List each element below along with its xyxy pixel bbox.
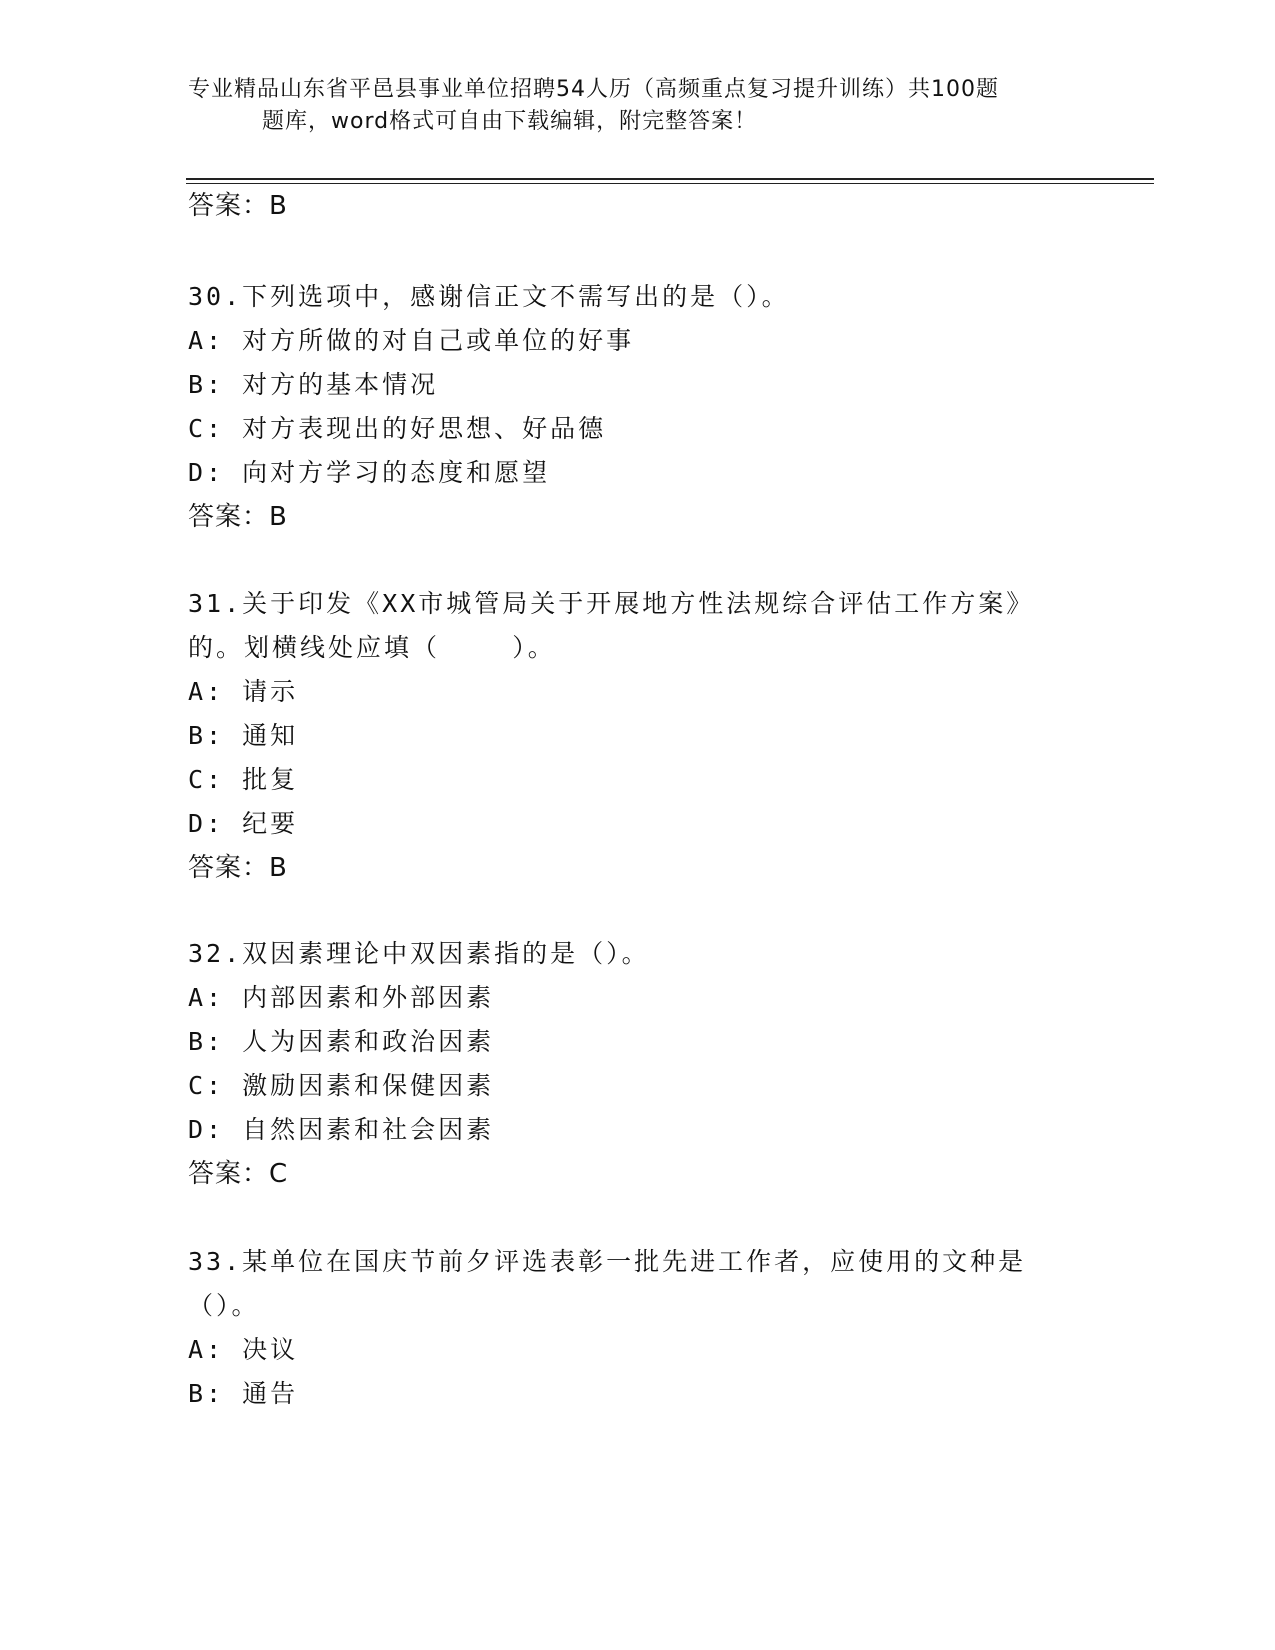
question-32 <box>188 932 1088 1196</box>
option-a: A: 内部因素和外部因素 <box>188 983 495 1012</box>
option-b: B: 对方的基本情况 <box>188 370 439 399</box>
option-b: B: 通告 <box>188 1379 299 1408</box>
answer-line-prev: 答案：B <box>188 191 288 221</box>
option-c: C: 批复 <box>188 765 299 794</box>
answer-line: 答案：B <box>188 853 288 883</box>
option-d: D: 向对方学习的态度和愿望 <box>188 458 551 487</box>
option-d: D: 自然因素和社会因素 <box>188 1115 495 1144</box>
question-text: 31.关于印发《XX市城管局关于开展地方性法规综合评估工作方案》的。划横线处应填（ ）。 <box>188 589 1035 662</box>
question-33 <box>188 1240 1088 1416</box>
question-text: 33.某单位在国庆节前夕评选表彰一批先进工作者，应使用的文种是（）。 <box>188 1247 1027 1320</box>
answer-line: 答案：C <box>188 1159 289 1189</box>
question-text: 30.下列选项中，感谢信正文不需写出的是（）。 <box>188 282 790 311</box>
header-title-line-1: 专业精品山东省平邑县事业单位招聘54人历（高频重点复习提升训练）共100题 <box>188 77 999 102</box>
answer-line: 答案：B <box>188 502 288 532</box>
option-b: B: 人为因素和政治因素 <box>188 1027 495 1056</box>
header-divider-thick <box>186 178 1154 180</box>
option-a: A: 对方所做的对自己或单位的好事 <box>188 326 635 355</box>
question-30 <box>188 275 1088 539</box>
question-31 <box>188 582 1088 890</box>
option-c: C: 激励因素和保健因素 <box>188 1071 495 1100</box>
option-c: C: 对方表现出的好思想、好品德 <box>188 414 607 443</box>
option-a: A: 请示 <box>188 677 299 706</box>
option-a: A: 决议 <box>188 1335 299 1364</box>
question-text: 32.双因素理论中双因素指的是（）。 <box>188 939 650 968</box>
option-b: B: 通知 <box>188 721 299 750</box>
header-title-line-2: 题库，word格式可自由下载编辑，附完整答案！ <box>262 109 758 134</box>
option-d: D: 纪要 <box>188 809 299 838</box>
document-header <box>188 74 1088 138</box>
